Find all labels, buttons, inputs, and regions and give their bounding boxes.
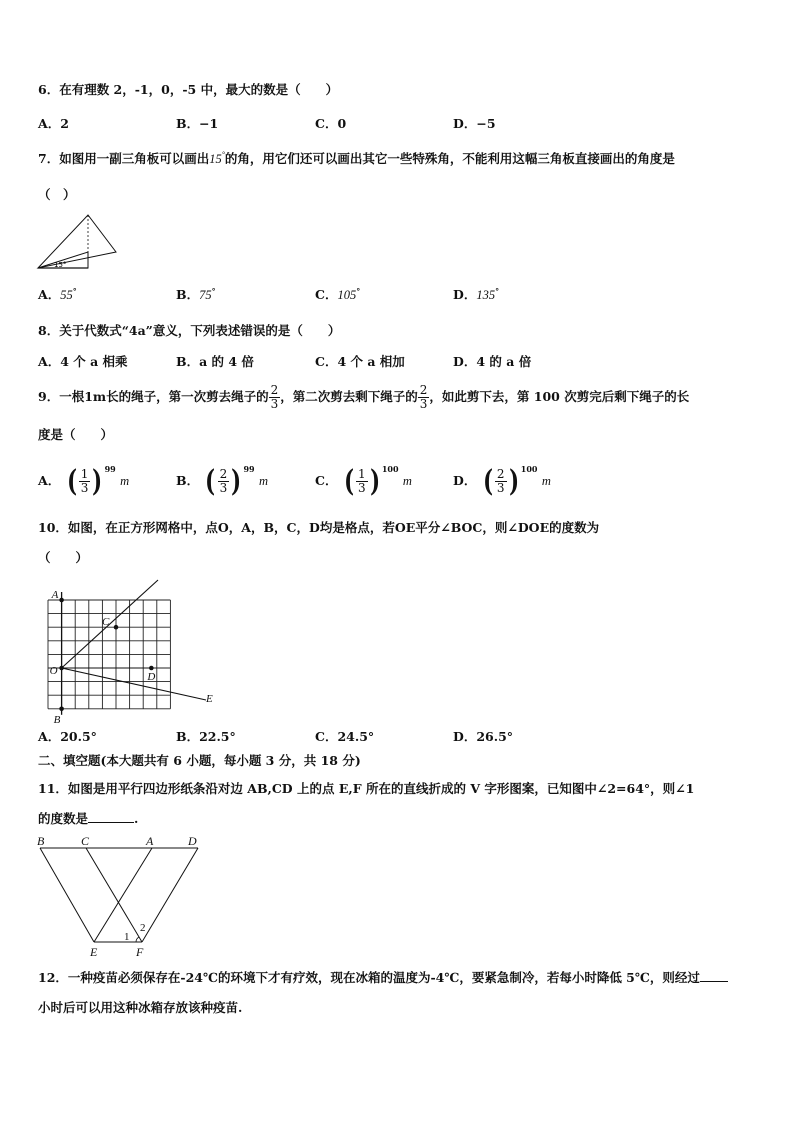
q10-grid-figure — [36, 578, 226, 726]
q12-answer-blank[interactable] — [700, 969, 728, 982]
point-a — [59, 598, 64, 603]
q7-stem-b: 的角，用它们还可以画出其它一些特殊角，不能利用这幅三角板直接画出的角度是 — [224, 151, 675, 166]
q7-option-a: A．55° — [38, 286, 77, 302]
q11-v-shape-figure — [36, 834, 216, 962]
point-o — [59, 666, 64, 671]
q11-label-a: A — [146, 834, 154, 848]
q7-option-b: B．75° — [176, 286, 216, 302]
point-c — [114, 625, 119, 630]
q10-option-d: D．26.5° — [453, 729, 514, 744]
q12-stem-b: 小时后可以用这种冰箱存放该种疫苗. — [38, 1000, 243, 1015]
q8-option-a: A．4 个 a 相乘 — [38, 354, 128, 369]
q6-option-d: D．−5 — [453, 116, 496, 131]
q11-label-e: E — [90, 945, 98, 959]
q10-label-a: A — [51, 589, 59, 601]
q11-angle-2: 2 — [140, 922, 146, 934]
q11-label-c: C — [81, 834, 90, 848]
q6-stem: 6．在有理数 2，-1，0，-5 中，最大的数是（ ） — [38, 82, 339, 97]
q9-option-a: A． ( $\frac{1}{3}$ ) $^{99}$ m — [38, 463, 130, 499]
q9-stem-a: 9．一根1m长的绳子，第一次剪去绳子的 — [38, 389, 269, 404]
q9-option-d: D． ( $\frac{2}{3}$ ) $^{100}$ m — [453, 463, 551, 499]
q10-label-b: B — [53, 713, 61, 726]
q7-angle: 15° — [209, 150, 225, 166]
q6-option-c: C．0 — [315, 116, 347, 131]
q6-option-b: B．−1 — [176, 116, 219, 131]
q7-paren: （ ） — [38, 187, 76, 202]
q7-triangle-figure — [36, 212, 118, 272]
q9-fraction-1: $\frac{2}{3}$ — [270, 383, 279, 411]
q9-stem-d: 度是（ ） — [38, 427, 114, 442]
point-d — [149, 666, 154, 671]
point-b — [59, 707, 64, 712]
q7-stem — [38, 151, 675, 167]
q11-stem-a: 11．如图是用平行四边形纸条沿对边 AB,CD 上的点 E,F 所在的直线折成的 V 字形图案，已知图中∠2=64°，则∠1 — [38, 781, 695, 796]
q9-stem-b: ，第二次剪去剩下绳子的 — [280, 389, 418, 404]
q12-stem-a: 12．一种疫苗必须保存在-24℃的环境下才有疗效，现在冰箱的温度为-4℃，要紧急制冷，若每小时降低 5℃，则经过 — [38, 969, 728, 986]
q10-option-c: C．24.5° — [315, 729, 375, 744]
q8-option-b: B．a 的 4 倍 — [176, 354, 254, 369]
q8-option-d: D．4 的 a 倍 — [453, 354, 532, 369]
q7-option-d: D．135° — [453, 286, 500, 302]
q7-angle-value: 15 — [209, 152, 222, 166]
q7-option-c: C．105° — [315, 286, 361, 302]
q10-paren: （ ） — [38, 550, 89, 565]
q7-stem-a: 7．如图用一副三角板可以画出 — [38, 151, 210, 166]
q11-angle-1: 1 — [124, 931, 130, 943]
q10-stem: 10．如图，在正方形网格中，点O，A，B，C，D均是格点，若OE平分∠BOC，则∠DOE的度数为 — [38, 520, 600, 535]
q11-label-f: F — [136, 945, 144, 959]
q10-option-a: A．20.5° — [38, 729, 97, 744]
section-2-heading: 二、填空题(本大题共有 6 小题，每小题 3 分，共 18 分) — [38, 753, 361, 768]
q11-answer-blank[interactable] — [88, 810, 134, 823]
q10-label-e: E — [206, 693, 213, 705]
q10-label-d: D — [147, 671, 156, 683]
q11-stem-b: 的度数是 . — [38, 811, 139, 826]
q9-option-b: B． ( $\frac{2}{3}$ ) $^{99}$ m — [176, 463, 269, 499]
q6-option-a: A．2 — [38, 116, 69, 131]
q9-stem-c: ，如此剪下去，第 100 次剪完后剩下绳子的长 — [429, 389, 690, 404]
q7-figure-label: 15° — [54, 261, 67, 269]
q9-fraction-2: $\frac{2}{3}$ — [419, 383, 428, 411]
q10-label-c: C — [102, 616, 110, 629]
q11-label-d: D — [188, 834, 197, 848]
q11-label-b: B — [37, 834, 45, 848]
q10-label-o: O — [49, 665, 58, 677]
q10-option-b: B．22.5° — [176, 729, 236, 744]
q8-option-c: C．4 个 a 相加 — [315, 354, 405, 369]
q9-stem — [38, 382, 689, 412]
q9-option-c: C． ( $\frac{1}{3}$ ) $^{100}$ m — [315, 463, 412, 499]
q8-stem: 8．关于代数式“4a”意义，下列表述错误的是（ ） — [38, 323, 341, 338]
